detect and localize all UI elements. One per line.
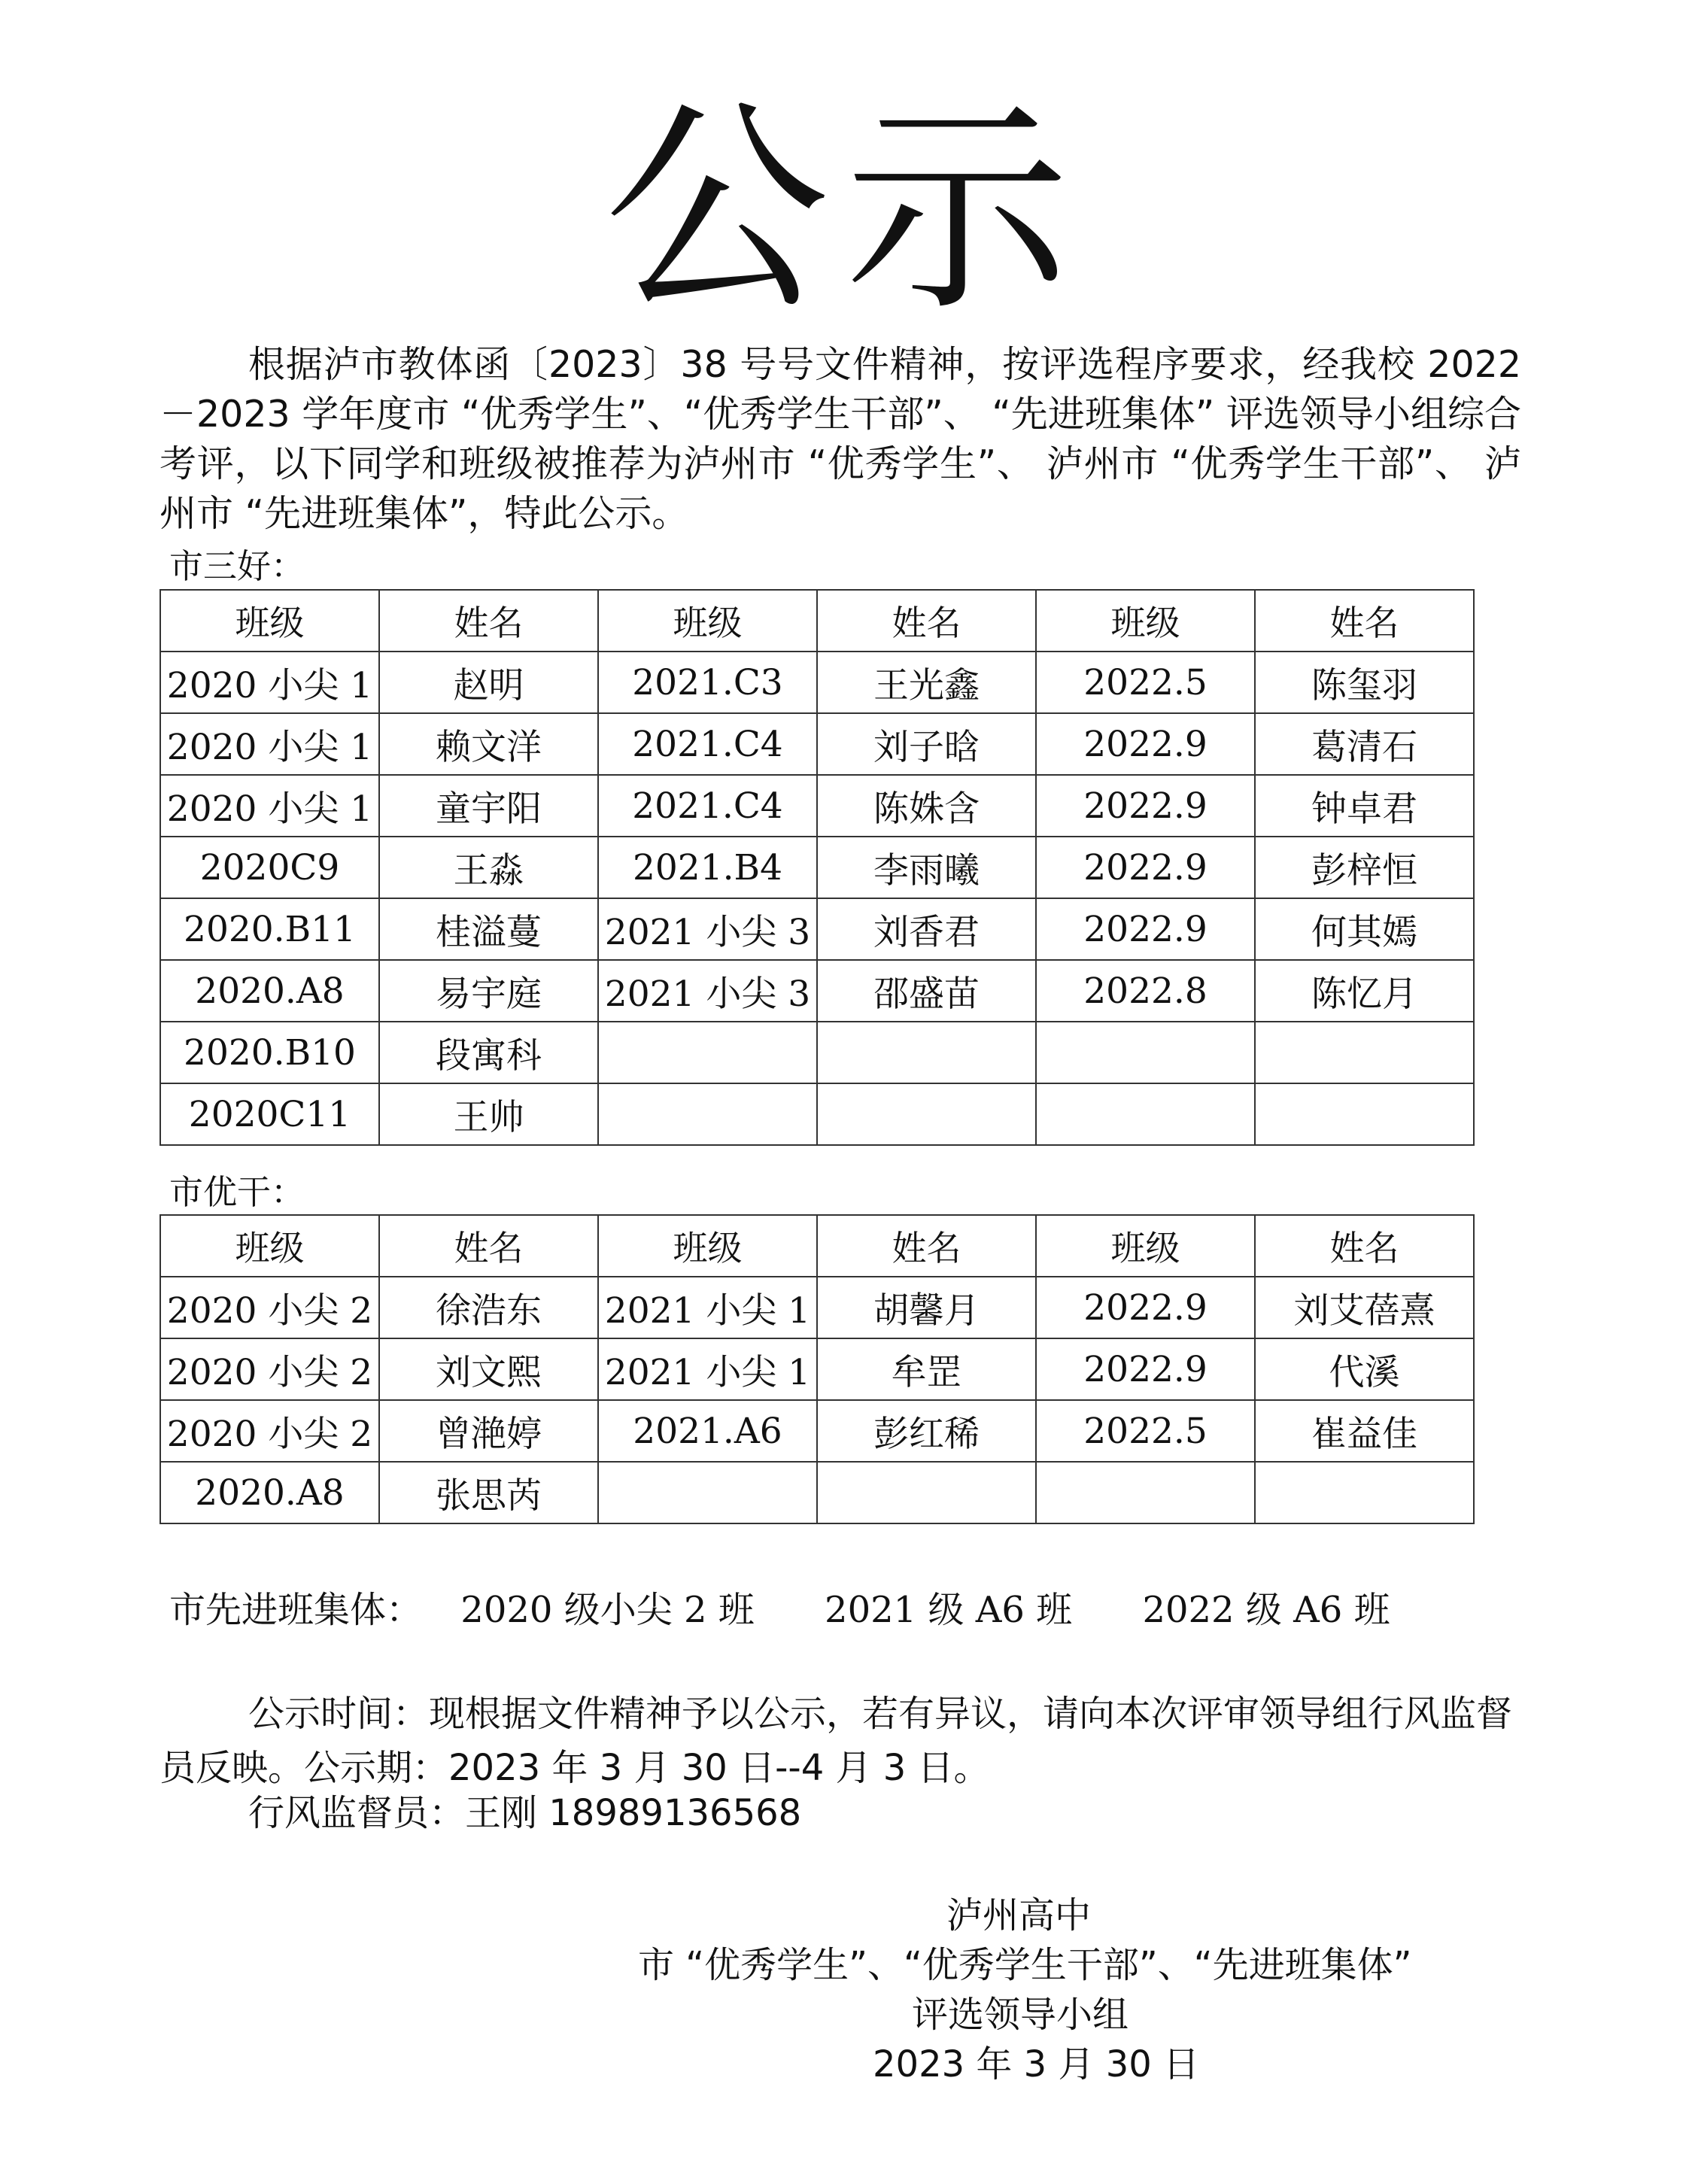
student-name-cell: 邵盛苗 [817,960,1036,1022]
header-cell: 姓名 [817,590,1036,652]
student-name-cell: 刘艾蓓熹 [1255,1277,1474,1338]
table-row [160,898,1474,960]
student-name-cell: 刘子晗 [817,713,1036,775]
empty-cell [1036,1022,1255,1083]
table-row [160,775,1474,837]
student-name-cell: 陈姝含 [817,775,1036,837]
table-row [160,960,1474,1022]
class-cell: 2021.A6 [598,1400,817,1462]
student-name-cell: 张思芮 [379,1462,598,1523]
class-cell: 2022.5 [1036,1400,1255,1462]
header-cell: 姓名 [817,1215,1036,1277]
empty-cell [598,1462,817,1523]
empty-cell [1255,1083,1474,1145]
student-name-cell: 钟卓君 [1255,775,1474,837]
intro-paragraph: 根据泸市教体函〔2023〕38 号号文件精神，按评选程序要求，经我校 2022－2023 学年度市 “优秀学生”、“优秀学生干部”、 “先进班集体” 评选领导小组综合考评，以下同学和班级被推荐为泸州市 “优秀学生”、 泸州市 “优秀学生干部”、 泸州市 “先进班集体”，特此公示。 [159,343,1521,535]
class-cell: 2020 小尖 1 [160,713,379,775]
class-cell: 2020 小尖 2 [160,1400,379,1462]
collective-class: 2022 级 A6 班 [1142,1589,1390,1631]
collective-label: 市先进班集体： [169,1589,423,1631]
class-cell: 2020 小尖 1 [160,775,379,837]
table-row [160,1277,1474,1338]
header-cell: 姓名 [1255,590,1474,652]
header-cell: 班级 [1036,1215,1255,1277]
table-header-row [160,590,1474,652]
student-name-cell: 代溪 [1255,1338,1474,1400]
empty-cell [598,1022,817,1083]
table-row [160,1462,1474,1523]
header-cell: 班级 [598,1215,817,1277]
empty-cell [817,1022,1036,1083]
class-cell: 2022.8 [1036,960,1255,1022]
sanhao-label: 市三好： [169,546,305,586]
class-cell: 2020C11 [160,1083,379,1145]
class-cell: 2021 小尖 1 [598,1338,817,1400]
empty-cell [598,1083,817,1145]
collective-class: 2021 级 A6 班 [825,1589,1073,1631]
class-cell: 2022.5 [1036,652,1255,713]
signature-date: 2023 年 3 月 30 日 [873,2043,1200,2085]
empty-cell [1255,1022,1474,1083]
class-cell: 2020.A8 [160,960,379,1022]
header-cell: 班级 [160,1215,379,1277]
page-title: 公示 [603,79,1086,342]
class-cell: 2021.B4 [598,837,817,898]
student-name-cell: 陈玺羽 [1255,652,1474,713]
table-row [160,1400,1474,1462]
student-name-cell: 葛清石 [1255,713,1474,775]
student-name-cell: 刘香君 [817,898,1036,960]
class-cell: 2021 小尖 1 [598,1277,817,1338]
supervisor-line: 行风监督员：王刚 18989136568 [248,1792,802,1834]
empty-cell [817,1083,1036,1145]
yougan-table [159,1214,1475,1524]
signature-group: 评选领导小组 [912,1994,1129,2036]
class-cell: 2022.9 [1036,1277,1255,1338]
table-row [160,713,1474,775]
class-cell: 2020C9 [160,837,379,898]
student-name-cell: 胡馨月 [817,1277,1036,1338]
class-cell: 2020.B11 [160,898,379,960]
empty-cell [817,1462,1036,1523]
class-cell: 2022.9 [1036,713,1255,775]
table-row [160,837,1474,898]
student-name-cell: 彭梓恒 [1255,837,1474,898]
class-cell: 2022.9 [1036,837,1255,898]
sanhao-table [159,589,1475,1146]
student-name-cell: 李雨曦 [817,837,1036,898]
class-cell: 2020 小尖 2 [160,1277,379,1338]
student-name-cell: 何其嫣 [1255,898,1474,960]
student-name-cell: 赵明 [379,652,598,713]
header-cell: 班级 [160,590,379,652]
notice-period-paragraph: 公示时间：现根据文件精神予以公示，若有异议，请向本次评审领导组行风监督员反映。公示期：2023 年 3 月 30 日--4 月 3 日。 [159,1693,1513,1789]
class-cell: 2020.B10 [160,1022,379,1083]
class-cell: 2022.9 [1036,898,1255,960]
student-name-cell: 段寓科 [379,1022,598,1083]
class-cell: 2020 小尖 1 [160,652,379,713]
table-row [160,1338,1474,1400]
header-cell: 姓名 [379,590,598,652]
student-name-cell: 刘文熙 [379,1338,598,1400]
header-cell: 姓名 [1255,1215,1474,1277]
header-cell: 班级 [1036,590,1255,652]
header-cell: 班级 [598,590,817,652]
empty-cell [1255,1462,1474,1523]
class-cell: 2020 小尖 2 [160,1338,379,1400]
class-cell: 2020.A8 [160,1462,379,1523]
class-cell: 2022.9 [1036,1338,1255,1400]
student-name-cell: 易宇庭 [379,960,598,1022]
student-name-cell: 王淼 [379,837,598,898]
class-cell: 2021.C3 [598,652,817,713]
yougan-label: 市优干： [169,1172,305,1212]
table-row [160,652,1474,713]
student-name-cell: 陈忆月 [1255,960,1474,1022]
student-name-cell: 崔益佳 [1255,1400,1474,1462]
student-name-cell: 桂溢蔓 [379,898,598,960]
class-cell: 2021 小尖 3 [598,960,817,1022]
student-name-cell: 曾滟婷 [379,1400,598,1462]
empty-cell [1036,1083,1255,1145]
signature-committee: 市 “优秀学生”、“优秀学生干部”、“先进班集体” [638,1944,1412,1986]
empty-cell [1036,1462,1255,1523]
class-cell: 2022.9 [1036,775,1255,837]
header-cell: 姓名 [379,1215,598,1277]
class-cell: 2021.C4 [598,713,817,775]
student-name-cell: 牟罡 [817,1338,1036,1400]
class-cell: 2021 小尖 3 [598,898,817,960]
student-name-cell: 王帅 [379,1083,598,1145]
table-header-row [160,1215,1474,1277]
student-name-cell: 徐浩东 [379,1277,598,1338]
student-name-cell: 赖文洋 [379,713,598,775]
advanced-class-collective [169,1587,1449,1633]
student-name-cell: 王光鑫 [817,652,1036,713]
collective-class: 2020 级小尖 2 班 [460,1589,755,1631]
table-row [160,1022,1474,1083]
table-row [160,1083,1474,1145]
student-name-cell: 彭红稀 [817,1400,1036,1462]
student-name-cell: 童宇阳 [379,775,598,837]
class-cell: 2021.C4 [598,775,817,837]
signature-school: 泸州高中 [946,1894,1092,1936]
